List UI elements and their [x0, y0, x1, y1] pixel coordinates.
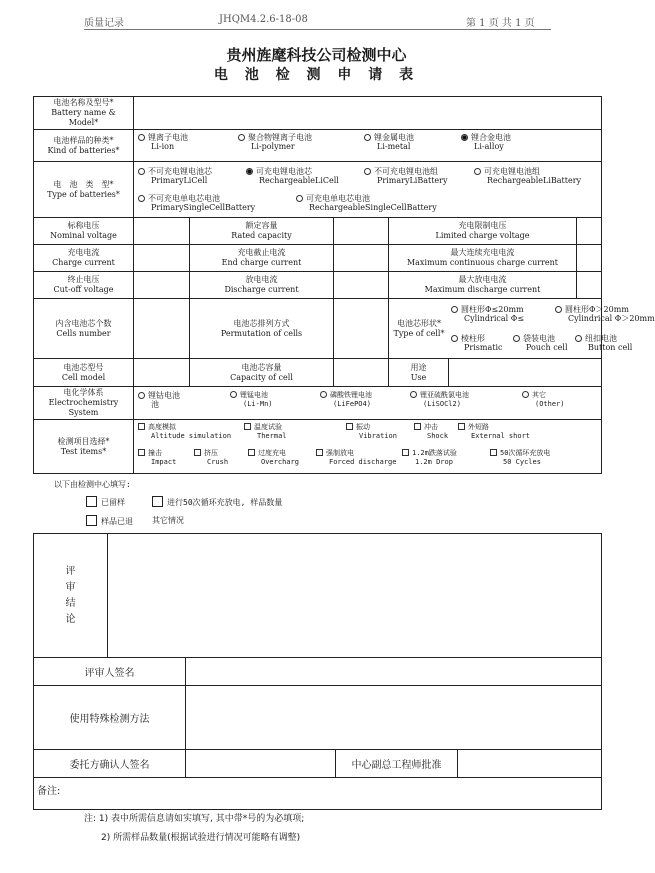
charge-current-field[interactable] — [134, 245, 190, 272]
shape-option-cyl-small[interactable]: 圆柱形Φ≤20mm Cylindrical Φ≤ — [451, 305, 524, 323]
permutation-field[interactable] — [334, 299, 389, 358]
org-title: 贵州旌麾科技公司检测中心 — [226, 46, 407, 64]
radio-icon — [513, 335, 520, 342]
cutoff-voltage-field[interactable] — [134, 272, 190, 299]
checkbox-icon — [86, 515, 97, 526]
type-option-rechargeable-li-battery[interactable]: 可充电锂电池组 RechargeableLiBattery — [474, 167, 581, 185]
max-continuous-charge-label: 最大连续充电电流 Maximum continuous charge current — [406, 248, 559, 267]
use-field[interactable] — [449, 359, 601, 386]
radio-selected-icon — [461, 134, 468, 141]
shape-option-prismatic[interactable]: 棱柱形 Prismatic — [451, 334, 502, 352]
electrochemistry-options — [134, 387, 602, 420]
limited-charge-voltage-field[interactable] — [577, 218, 602, 245]
radio-icon — [138, 168, 145, 175]
chief-approval-label: 中心副总工程师批准 — [336, 750, 458, 778]
checkbox-icon — [86, 496, 97, 507]
battery-type-label: 电 池 类 型* Type of batteries* — [34, 162, 134, 218]
radio-icon — [555, 306, 562, 313]
test-external-short[interactable]: 外短路 External short — [458, 423, 530, 441]
client-signature-field[interactable] — [186, 750, 336, 778]
electro-option-li-co[interactable]: 锂钴电池 池 — [138, 391, 180, 409]
radio-icon — [451, 335, 458, 342]
checkbox-icon — [138, 449, 145, 456]
kind-option-li-polymer[interactable]: 聚合物锂离子电池 Li-polymer — [238, 133, 312, 151]
shape-option-button[interactable]: 纽扣电池 Button cell — [575, 334, 632, 352]
end-charge-current-field[interactable] — [334, 245, 389, 271]
checkbox-icon — [458, 423, 465, 430]
test-vibration[interactable]: 振动 Vibration — [346, 423, 397, 441]
center-intro: 以下由检测中心填写: — [54, 480, 131, 489]
cell-capacity-label: 电池芯容量 Capacity of cell — [190, 359, 334, 386]
kind-option-li-metal[interactable]: 锂金属电池 Li-metal — [364, 133, 414, 151]
other-situation-label: 其它情况 — [152, 516, 184, 525]
reviewer-signature-label: 评审人签名 — [34, 658, 186, 686]
checkbox-icon — [402, 449, 409, 456]
test-forced-discharge[interactable]: 强制放电 Forced discharge — [316, 449, 396, 467]
nominal-voltage-field[interactable] — [134, 218, 190, 245]
rated-capacity-field[interactable] — [334, 218, 389, 244]
radio-icon — [138, 134, 145, 141]
cell-shape-label: 电池芯形状* Type of cell* — [393, 319, 445, 338]
cell-capacity-field[interactable] — [334, 359, 389, 386]
use-label: 用途 Use — [389, 359, 449, 386]
battery-type-options — [134, 162, 602, 218]
reviewer-signature-field[interactable] — [186, 658, 602, 686]
battery-kind-options — [134, 130, 602, 162]
header-divider — [84, 29, 551, 30]
radio-icon — [474, 168, 481, 175]
cycle-count-option[interactable]: 进行50次循环充放电, 样品数量 — [152, 496, 282, 508]
discharge-current-label: 放电电流 Discharge current — [190, 272, 334, 298]
cell-capacity-row — [190, 359, 602, 387]
checkbox-icon — [138, 423, 145, 430]
radio-icon — [296, 195, 303, 202]
electro-option-li-mn[interactable]: 锂锰电池 (Li-Mn) — [230, 391, 273, 409]
shape-option-cyl-large[interactable]: 圆柱形Φ＞20mm Cylindrical Φ＞20mm — [555, 305, 655, 323]
max-discharge-current-field[interactable] — [577, 272, 602, 299]
test-shock[interactable]: 冲击 Shock — [414, 423, 448, 441]
type-option-primary-li-battery[interactable]: 不可充电锂电池组 PrimaryLiBattery — [364, 167, 448, 185]
test-items-label: 检测项目选择* Test items* — [34, 420, 134, 474]
review-table — [33, 533, 602, 810]
radio-icon — [364, 134, 371, 141]
cell-shape-area — [389, 299, 655, 358]
permutation-label: 电池芯排列方式 Permutation of cells — [190, 299, 334, 358]
kind-option-li-alloy[interactable]: 锂合金电池 Li-alloy — [461, 133, 511, 151]
review-conclusion-label: 评 审 结 论 — [34, 534, 108, 658]
review-conclusion-field[interactable] — [108, 534, 602, 658]
special-method-field[interactable] — [186, 686, 602, 750]
checkbox-icon — [244, 423, 251, 430]
remarks-field[interactable] — [34, 778, 602, 810]
form-title: 电 池 检 测 申 请 表 — [213, 67, 420, 83]
battery-kind-label: 电池样品的种类* Kind of batteries* — [34, 130, 134, 162]
header-doc-code: JHQM4.2.6-18-08 — [219, 14, 308, 25]
radio-icon — [410, 391, 417, 398]
rated-capacity-label: 额定容量 Rated capacity — [190, 218, 334, 244]
discharge-current-field[interactable] — [334, 272, 389, 298]
electro-option-lisocl2[interactable]: 锂亚硫酰氯电池 (LiSOCl2) — [410, 391, 469, 409]
cell-shape-row — [190, 299, 655, 359]
cells-number-label: 内含电池芯个数 Cells number — [34, 299, 134, 359]
test-crush[interactable]: 挤压 Crush — [194, 449, 228, 467]
cell-model-field[interactable] — [134, 359, 190, 387]
nominal-voltage-label: 标称电压 Nominal voltage — [34, 218, 134, 245]
sample-kept-option[interactable]: 已留样 — [86, 496, 125, 508]
checkbox-icon — [248, 449, 255, 456]
radio-icon — [230, 391, 237, 398]
type-option-primary-single-cell[interactable]: 不可充电单电芯电池 PrimarySingleCellBattery — [138, 194, 255, 212]
end-charge-row — [190, 245, 577, 272]
radio-icon — [364, 168, 371, 175]
note-2: 2) 所需样品数量(根据试验进行情况可能略有调整) — [101, 833, 301, 843]
cell-model-label: 电池芯型号 Cell model — [34, 359, 134, 387]
test-drop[interactable]: 1.2m跌落试验 1.2m Drop — [402, 449, 457, 467]
header-page-number: 第 1 页 共 1 页 — [466, 18, 535, 29]
checkbox-icon — [152, 496, 163, 507]
type-option-rechargeable-single-cell[interactable]: 可充电单电芯电池 RechargeableSingleCellBattery — [296, 194, 437, 212]
application-form-table — [33, 96, 655, 474]
test-thermal[interactable]: 温度试验 Thermal — [244, 423, 287, 441]
electrochemistry-label: 电化学体系 Electrochemistry System — [34, 387, 134, 420]
header-record-label: 质量记录 — [84, 18, 124, 29]
max-continuous-charge-field[interactable] — [577, 245, 602, 272]
cells-number-field[interactable] — [134, 299, 190, 359]
discharge-row — [190, 272, 577, 299]
limited-charge-voltage-label: 充电限制电压 Limited charge voltage — [435, 221, 530, 240]
radio-icon — [138, 195, 145, 202]
battery-name-field[interactable] — [134, 97, 602, 130]
checkbox-icon — [490, 449, 497, 456]
test-impact[interactable]: 撞击 Impact — [138, 449, 176, 467]
note-1: 注: 1) 表中所需信息请如实填写, 其中带*号的为必填项; — [84, 814, 305, 824]
radio-icon — [451, 306, 458, 313]
client-signature-label: 委托方确认人签名 — [34, 750, 186, 778]
test-overcharge[interactable]: 过度充电 Overcharg — [248, 449, 299, 467]
shape-option-pouch[interactable]: 袋装电池 Pouch cell — [513, 334, 568, 352]
checkbox-icon — [194, 449, 201, 456]
test-50-cycles[interactable]: 50次循环充放电 50 Cycles — [490, 449, 550, 467]
type-option-rechargeable-li-cell[interactable]: 可充电锂电池芯 RechargeableLiCell — [246, 167, 339, 185]
radio-icon — [522, 391, 529, 398]
radio-icon — [238, 134, 245, 141]
radio-icon — [320, 391, 327, 398]
radio-icon — [138, 392, 145, 399]
chief-approval-field[interactable] — [458, 750, 602, 778]
checkbox-icon — [414, 423, 421, 430]
radio-selected-icon — [246, 168, 253, 175]
kind-option-li-ion[interactable]: 锂离子电池 Li-ion — [138, 133, 188, 151]
remarks-label: 备注: — [37, 786, 61, 797]
special-method-label: 使用特殊检测方法 — [34, 686, 186, 750]
electro-option-other[interactable]: 其它 (Other) — [522, 391, 565, 409]
radio-icon — [575, 335, 582, 342]
battery-name-label: 电池名称及型号* Battery name & Model* — [34, 97, 134, 130]
checkbox-icon — [346, 423, 353, 430]
checkbox-icon — [316, 449, 323, 456]
end-charge-current-label: 充电截止电流 End charge current — [190, 245, 334, 271]
electro-option-lifepo4[interactable]: 磷酸铁锂电池 (LiFePO4) — [320, 391, 372, 409]
rated-capacity-row — [190, 218, 577, 245]
test-items-options — [134, 420, 602, 474]
cutoff-voltage-label: 终止电压 Cut-off voltage — [34, 272, 134, 299]
max-discharge-current-label: 最大放电电流 Maximum discharge current — [424, 275, 541, 294]
test-altitude[interactable]: 高度模拟 Altitude simulation — [138, 423, 231, 441]
charge-current-label: 充电电流 Charge current — [34, 245, 134, 272]
sample-returned-option[interactable]: 样品已退 — [86, 515, 133, 527]
type-option-primary-li-cell[interactable]: 不可充电锂电池芯 PrimaryLiCell — [138, 167, 212, 185]
